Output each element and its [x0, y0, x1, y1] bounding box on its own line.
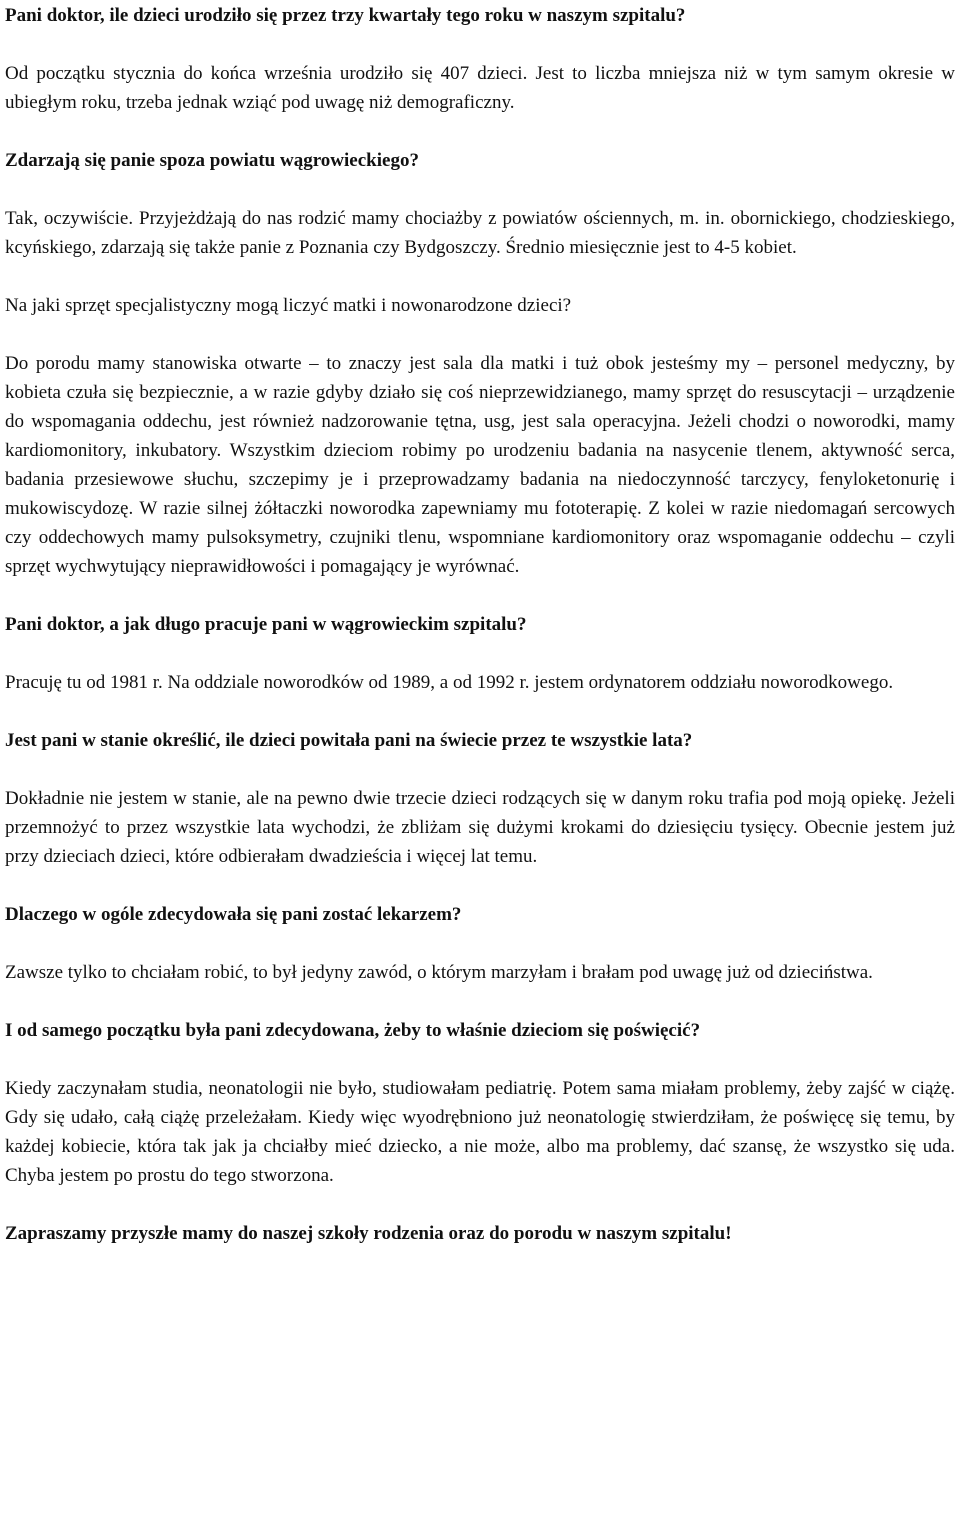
question-4: Pani doktor, a jak długo pracuje pani w wągrowieckim szpitalu? — [5, 614, 527, 635]
question-6: Dlaczego w ogóle zdecydowała się pani zostać lekarzem? — [5, 904, 462, 925]
answer-4: Pracuję tu od 1981 r. Na oddziale noworodków od 1989, a od 1992 r. jestem ordynatorem oddziału noworodkowego. — [5, 672, 894, 693]
answer-5: Dokładnie nie jestem w stanie, ale na pewno dwie trzecie dzieci rodzących się w danym roku trafia pod moją opiekę. Jeżeli przemnożyć to przez wszystkie lata wychodzi, że zbliżam się dużymi krokami do dziesięciu tysięcy. Obecnie jestem już przy dzieciach dzieci, które odbierałam dwadzieścia i więcej lat temu. — [5, 788, 955, 867]
answer-6: Zawsze tylko to chciałam robić, to był jedyny zawód, o którym marzyłam i brałam pod uwagę już od dzieciństwa. — [5, 962, 873, 983]
question-3: Na jaki sprzęt specjalistyczny mogą liczyć matki i nowonarodzone dzieci? — [5, 295, 572, 316]
question-2: Zdarzają się panie spoza powiatu wągrowieckiego? — [5, 150, 419, 171]
question-1: Pani doktor, ile dzieci urodziło się przez trzy kwartały tego roku w naszym szpitalu? — [5, 5, 686, 26]
closing-invitation: Zapraszamy przyszłe mamy do naszej szkoły rodzenia oraz do porodu w naszym szpitalu! — [5, 1223, 732, 1244]
question-7: I od samego początku była pani zdecydowana, żeby to właśnie dzieciom się poświęcić? — [5, 1020, 701, 1041]
answer-2: Tak, oczywiście. Przyjeżdżają do nas rodzić mamy chociażby z powiatów ościennych, m. in. obornickiego, chodzieskiego, kcyńskiego, zdarzają się także panie z Poznania czy Bydgoszczy. Średnio miesięcznie jest to 4-5 kobiet. — [5, 208, 955, 258]
interview-document — [5, 0, 955, 1277]
question-5: Jest pani w stanie określić, ile dzieci powitała pani na świecie przez te wszystkie lata? — [5, 730, 693, 751]
answer-1: Od początku stycznia do końca września urodziło się 407 dzieci. Jest to liczba mniejsza niż w tym samym okresie w ubiegłym roku, trzeba jednak wziąć pod uwagę niż demograficzny. — [5, 63, 955, 113]
answer-7: Kiedy zaczynałam studia, neonatologii nie było, studiowałam pediatrię. Potem sama miałam problemy, żeby zajść w ciążę. Gdy się udało, całą ciążę przeleżałam. Kiedy więc wyodrębniono już neonatologię stwierdziłam, że poświęcę się temu, by każdej kobiecie, która tak jak ja chciałby mieć dziecko, a nie może, albo ma problemy, dać szansę, że wszystko się uda. Chyba jestem po prostu do tego stworzona. — [5, 1078, 955, 1186]
answer-3: Do porodu mamy stanowiska otwarte – to znaczy jest sala dla matki i tuż obok jesteśmy my – personel medyczny, by kobieta czuła się bezpiecznie, a w razie gdyby działo się coś nieprzewidzianego, mamy sprzęt do resuscytacji – urządzenie do wspomagania oddechu, jest również nadzorowanie tętna, usg, jest sala operacyjna. Jeżeli chodzi o noworodki, mamy kardiomonitory, inkubatory. Wszystkim dzieciom robimy po urodzeniu badania na nasycenie tlenem, aktywność serca, badania przesiewowe słuchu, szczepimy je i przeprowadzamy badania na niedoczynność tarczycy, fenyloketonurię i mukowiscydozę. W razie silnej żółtaczki noworodka zapewniamy mu fototerapię. Z kolei w razie niedomagań sercowych czy oddechowych mamy pulsoksymetry, czujniki tlenu, wspomniane kardiomonitory oraz wspomaganie oddechu – czyli sprzęt wychwytujący nieprawidłowości i pomagający je wyrównać. — [5, 353, 955, 577]
